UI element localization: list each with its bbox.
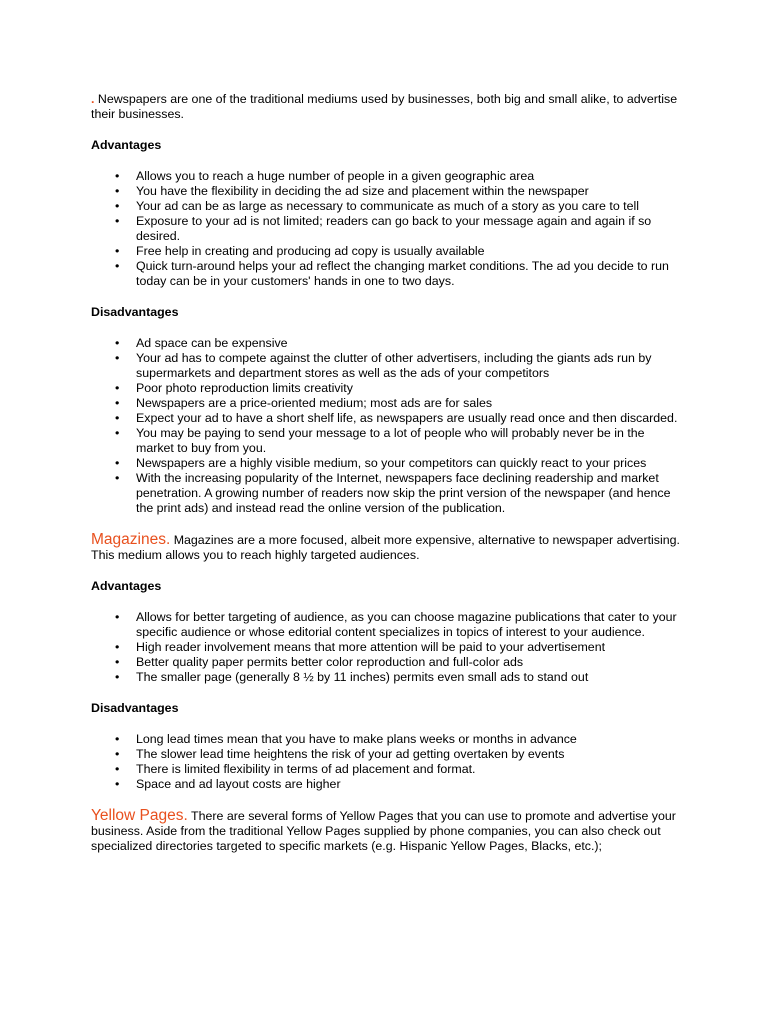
list-item: • Allows for better targeting of audience, as you can choose magazine publications that cater to your specific audience or whose editorial content specializes in topics of interest to your audience. xyxy=(91,610,681,640)
magazines-text: Magazines are a more focused, albeit more expensive, alternative to newspaper advertising. This medium allows you to reach highly targeted audiences. xyxy=(91,533,680,562)
list-item: • Allows you to reach a huge number of people in a given geographic area xyxy=(91,169,681,184)
list-item: • The slower lead time heightens the risk of your ad getting overtaken by events xyxy=(91,747,681,762)
list-item: • Quick turn-around helps your ad reflect the changing market conditions. The ad you decide to run today can be in your customers' hands in one to two days. xyxy=(91,259,681,289)
yellow-pages-paragraph xyxy=(91,808,681,854)
list-item: • Your ad has to compete against the clutter of other advertisers, including the giants ads run by supermarkets and department stores as well as the ads of your competitors xyxy=(91,351,681,381)
intro-paragraph xyxy=(91,92,681,122)
magazine-advantages-list xyxy=(91,610,681,685)
list-item: • You may be paying to send your message to a lot of people who will probably never be in the market to buy from you. xyxy=(91,426,681,456)
list-item: • Newspapers are a price-oriented medium; most ads are for sales xyxy=(91,396,681,411)
list-item: • High reader involvement means that more attention will be paid to your advertisement xyxy=(91,640,681,655)
document-page xyxy=(91,92,681,854)
intro-dot: . xyxy=(91,92,95,106)
newspaper-advantages-heading: Advantages xyxy=(91,138,162,152)
list-item: • The smaller page (generally 8 ½ by 11 inches) permits even small ads to stand out xyxy=(91,670,681,685)
list-item: • Your ad can be as large as necessary to communicate as much of a story as you care to tell xyxy=(91,199,681,214)
magazine-disadvantages-heading: Disadvantages xyxy=(91,701,179,715)
list-item: • With the increasing popularity of the Internet, newspapers face declining readership and market penetration. A growing number of readers now skip the print version of the newspaper (and hence the print ads) and instead read the online version of the publication. xyxy=(91,471,681,516)
magazines-title: Magazines. xyxy=(91,531,171,548)
list-item: • Exposure to your ad is not limited; readers can go back to your message again and again if so desired. xyxy=(91,214,681,244)
list-item: • Free help in creating and producing ad copy is usually available xyxy=(91,244,681,259)
newspaper-disadvantages-heading: Disadvantages xyxy=(91,305,179,319)
list-item: • Better quality paper permits better color reproduction and full-color ads xyxy=(91,655,681,670)
magazine-advantages-heading: Advantages xyxy=(91,579,162,593)
list-item: • Expect your ad to have a short shelf life, as newspapers are usually read once and then discarded. xyxy=(91,411,681,426)
magazines-paragraph xyxy=(91,532,681,563)
list-item: • Poor photo reproduction limits creativity xyxy=(91,381,681,396)
list-item: • Newspapers are a highly visible medium, so your competitors can quickly react to your prices xyxy=(91,456,681,471)
newspaper-disadvantages-list xyxy=(91,336,681,516)
list-item: • You have the flexibility in deciding the ad size and placement within the newspaper xyxy=(91,184,681,199)
yellow-pages-title: Yellow Pages. xyxy=(91,807,188,824)
newspaper-advantages-list xyxy=(91,169,681,289)
list-item: • There is limited flexibility in terms of ad placement and format. xyxy=(91,762,681,777)
magazine-disadvantages-list xyxy=(91,732,681,792)
yellow-pages-text: There are several forms of Yellow Pages that you can use to promote and advertise your business. Aside from the traditional Yellow Pages supplied by phone companies, you can also check out specialized directories targeted to specific markets (e.g. Hispanic Yellow Pages, Blacks, etc.); xyxy=(91,809,676,853)
list-item: • Long lead times mean that you have to make plans weeks or months in advance xyxy=(91,732,681,747)
list-item: • Space and ad layout costs are higher xyxy=(91,777,681,792)
list-item: • Ad space can be expensive xyxy=(91,336,681,351)
intro-text: Newspapers are one of the traditional mediums used by businesses, both big and small alike, to advertise their businesses. xyxy=(91,92,678,121)
